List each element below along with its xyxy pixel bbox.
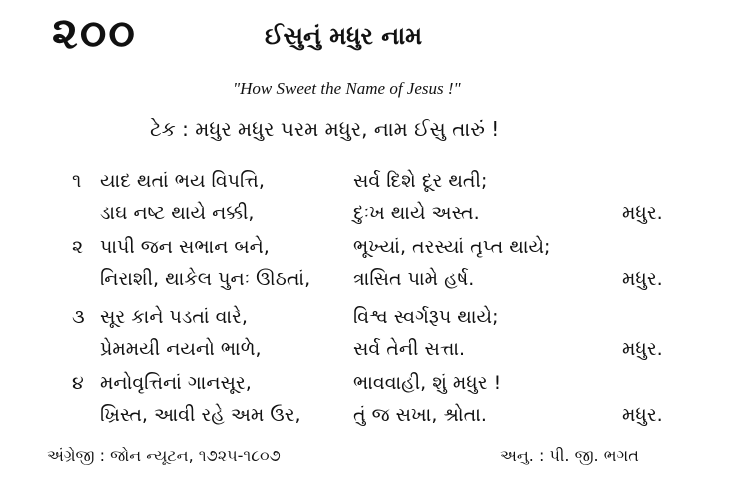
line-part: પાપી જન સભાન બને, (100, 236, 270, 258)
line-part: ભાવવાહી, શું મધુર ! (353, 372, 502, 394)
translator-credit: અનુ. : પી. જી. ભગત (500, 446, 639, 465)
line-part: ભૂખ્યાં, તરસ્યાં તૃપ્ત થાયે; (353, 236, 551, 258)
line-part: ડાઘ નષ્ટ થાયે નક્કી, (100, 202, 255, 224)
line-part: પ્રેમમયી નયનો ભાળે, (100, 338, 262, 360)
stanza-number: ૩ (72, 306, 85, 328)
line-part: ત્રાસિત પામે હર્ષ. (353, 268, 475, 290)
refrain-marker: મધુર. (622, 404, 663, 426)
line-part: સૂર કાને પડતાં વારે, (100, 306, 248, 328)
refrain-marker: મધુર. (622, 338, 663, 360)
line-part: નિરાશી, થાકેલ પુનઃ ઊઠતાં, (100, 268, 311, 290)
line-part: મનોવૃત્તિનાં ગાનસૂર, (100, 372, 252, 394)
english-title: "How Sweet the Name of Jesus !" (233, 79, 461, 98)
line-part: ખ્રિસ્ત, આવી રહે અમ ઉર, (100, 404, 301, 426)
line-part: દુઃખ થાયે અસ્ત. (353, 202, 480, 224)
stanza-number: ૨ (72, 236, 84, 258)
line-part: સર્વ તેની સત્તા. (353, 338, 466, 360)
refrain-marker: મધુર. (622, 202, 663, 224)
refrain-line: ટેક : મધુર મધુર પરમ મધુર, નામ ઈસુ તારું ! (150, 117, 500, 141)
line-part: તું જ સખા, શ્રોતા. (353, 404, 487, 426)
refrain-marker: મધુર. (622, 268, 663, 290)
hymn-title: ઈસુનું મધુર નામ (265, 22, 423, 50)
line-part: યાદ થતાં ભય વિપત્તિ, (100, 170, 265, 192)
line-part: સર્વ દિશે દૂર થતી; (353, 170, 488, 192)
author-credit: અંગ્રેજી : જોન ન્યૂટન, ૧૭૨૫-૧૮૦૭ (47, 446, 281, 465)
hymn-number: ૨૦૦ (52, 8, 137, 59)
stanza-number: ૧ (72, 170, 82, 192)
stanza-number: ૪ (72, 372, 84, 394)
line-part: વિશ્વ સ્વર્ગરૂપ થાયે; (353, 306, 499, 328)
